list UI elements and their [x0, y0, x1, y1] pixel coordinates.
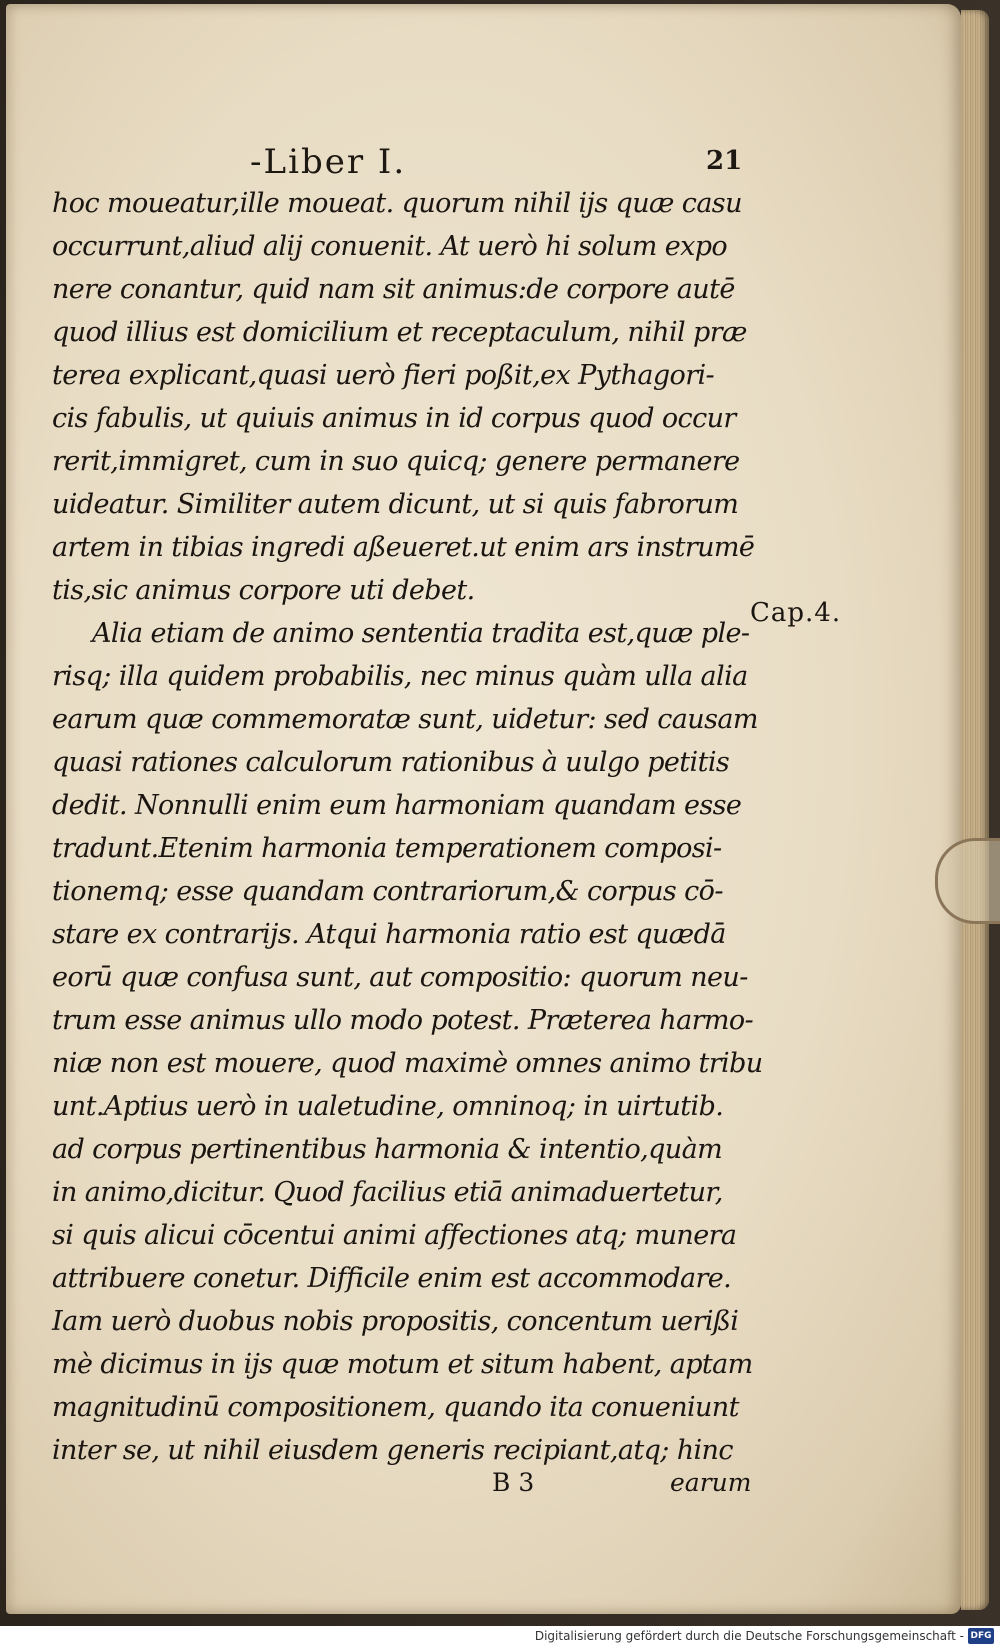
text-line: unt.Aptius uerò in ualetudine, omninoq; in uirtutib.: [52, 1091, 724, 1122]
text-line: occurrunt,aliud alij conuenit. At uerò hi solum expo: [52, 231, 728, 262]
text-line: cis fabulis, ut quiuis animus in id corpus quod occur: [52, 403, 736, 434]
text-line: inter se, ut nihil eiusdem generis recipiant,atq; hinc: [52, 1435, 733, 1466]
text-line: mè dicimus in ijs quæ motum et situm habent, aptam: [52, 1349, 753, 1380]
marginal-chapter-note: Cap.4.: [750, 598, 842, 628]
text-line: tradunt.Etenim harmonia temperationem composi-: [52, 833, 722, 864]
text-line: in animo,dicitur. Quod facilius etiā animaduertetur,: [52, 1177, 723, 1208]
text-line: si quis alicui cōcentui animi affectiones atq; munera: [52, 1220, 737, 1251]
text-line: earum quæ commemoratæ sunt, uidetur: sed causam: [52, 704, 758, 735]
book-clasp: [935, 838, 1000, 924]
text-line: eorū quæ confusa sunt, aut compositio: quorum neu-: [52, 962, 748, 993]
text-line: trum esse animus ullo modo potest. Præterea harmo-: [52, 1005, 754, 1036]
text-line: rerit,immigret, cum in suo quicq; genere permanere: [52, 446, 740, 477]
text-line: quod illius est domicilium et receptaculum, nihil præ: [52, 317, 747, 348]
text-line: magnitudinū compositionem, quando ita conueniunt: [52, 1392, 739, 1423]
text-line: uideatur. Similiter autem dicunt, ut si quis fabrorum: [52, 489, 739, 520]
footer-credit: Digitalisierung gefördert durch die Deutsche Forschungsgemeinschaft -: [534, 1629, 964, 1643]
text-line: stare ex contrarijs. Atqui harmonia ratio est quædā: [52, 919, 726, 950]
text-line: terea explicant,quasi uerò fieri poßit,ex Pythagori-: [52, 360, 715, 391]
text-line: tionemq; esse quandam contrariorum,& corpus cō-: [52, 876, 723, 907]
page-edges: [961, 10, 989, 1610]
main-text: [52, 182, 763, 1472]
text-line: hoc moueatur,ille moueat. quorum nihil ijs quæ casu: [52, 188, 742, 219]
text-line: Iam uerò duobus nobis propositis, concentum uerißi: [52, 1306, 739, 1337]
text-line: quasi rationes calculorum rationibus à uulgo petitis: [52, 747, 730, 778]
signature-mark: B 3: [492, 1468, 535, 1497]
text-line: nere conantur, quid nam sit animus:de corpore autē: [52, 274, 735, 305]
text-line: tis,sic animus corpore uti debet.: [52, 575, 475, 606]
dfg-logo-icon: DFG: [968, 1628, 994, 1644]
text-line: ad corpus pertinentibus harmonia & intentio,quàm: [52, 1134, 723, 1165]
text-line: attribuere conetur. Difficile enim est accommodare.: [52, 1263, 732, 1294]
running-head: -Liber I.: [250, 142, 407, 182]
text-line: risq; illa quidem probabilis, nec minus quàm ulla alia: [52, 661, 748, 692]
text-line: dedit. Nonnulli enim eum harmoniam quandam esse: [52, 790, 742, 821]
catchword: earum: [670, 1468, 752, 1497]
text-line: niæ non est mouere, quod maximè omnes animo tribu: [52, 1048, 763, 1079]
text-line: Alia etiam de animo sententia tradita est,quæ ple-: [92, 618, 750, 649]
text-line: artem in tibias ingredi aßeueret.ut enim ars instrumē: [52, 532, 755, 563]
folio-number: 21: [706, 146, 743, 176]
